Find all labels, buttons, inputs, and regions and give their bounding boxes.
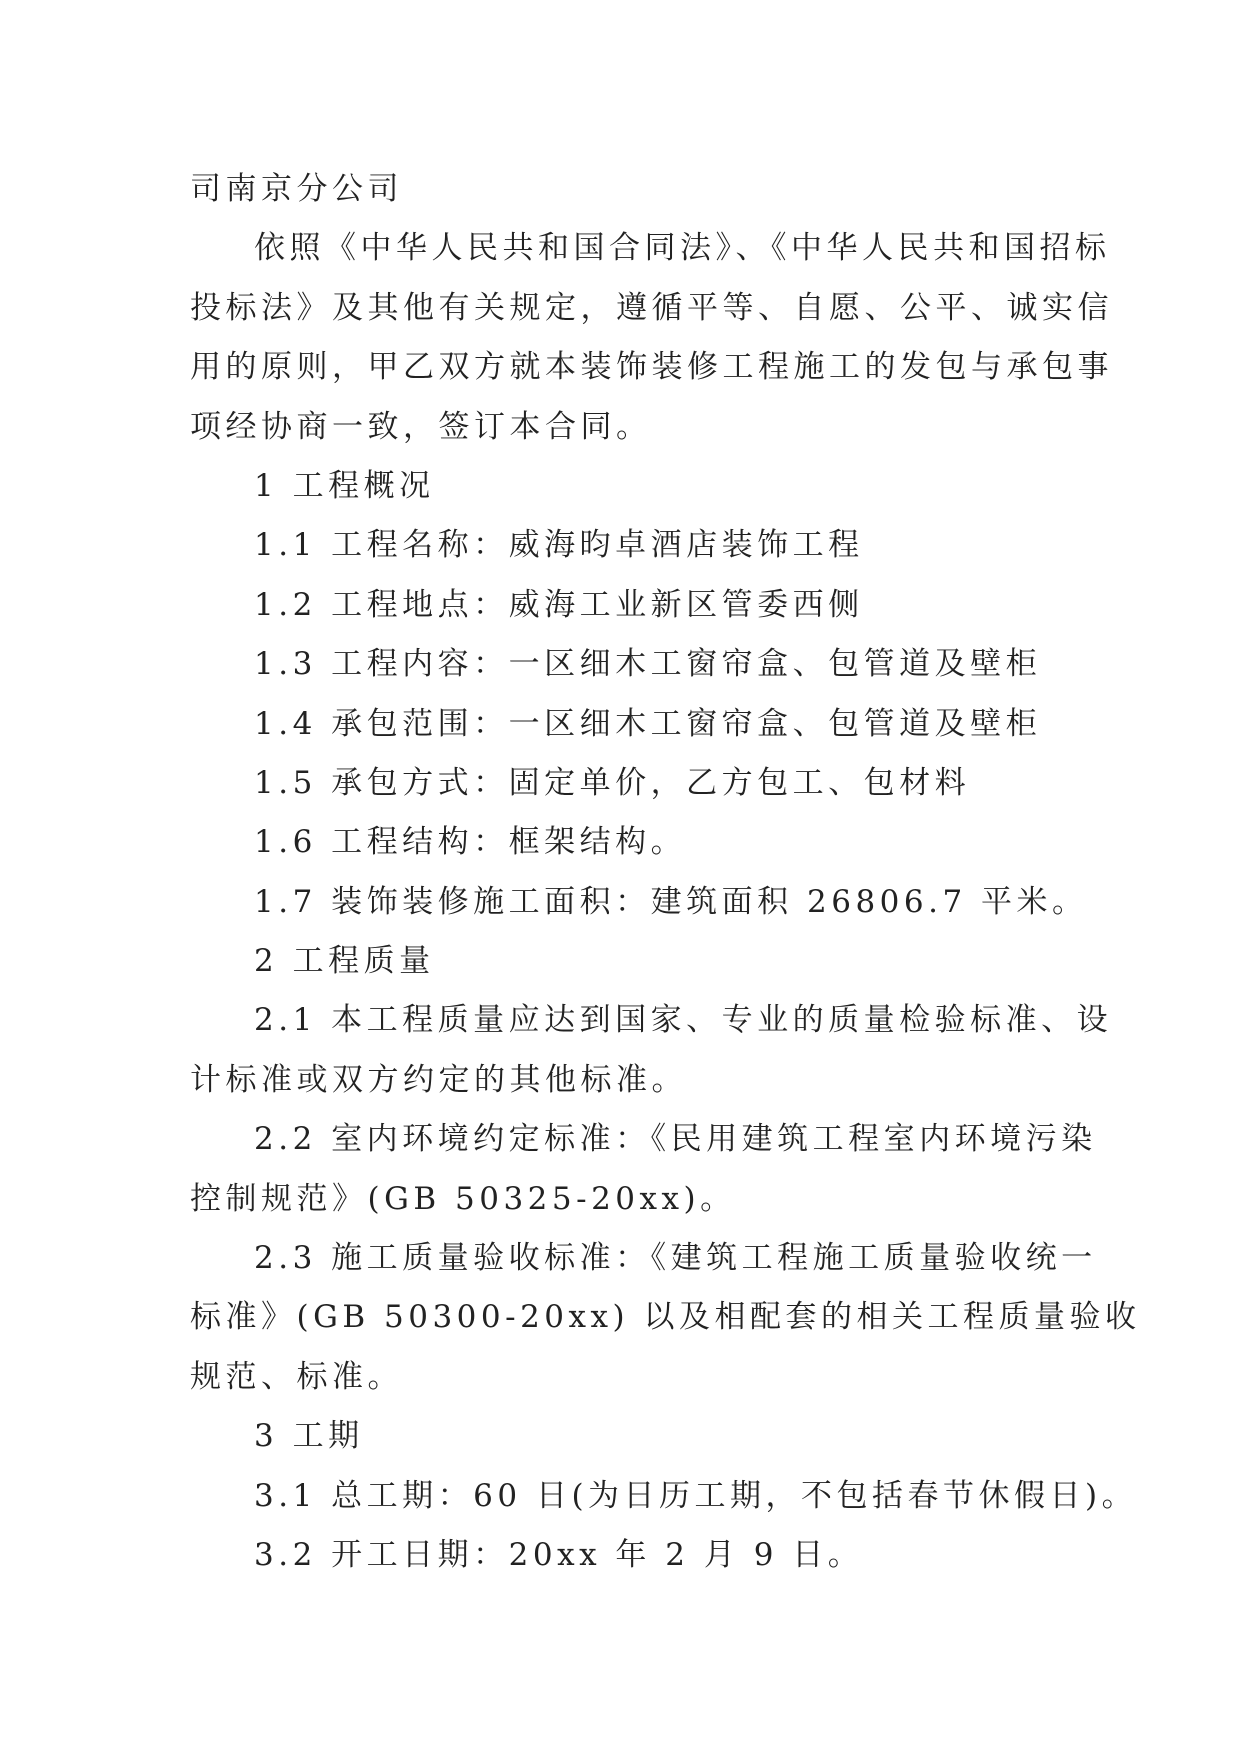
section-heading: 2 工程质量	[254, 943, 435, 980]
clause-line: 3.2 开工日期：20xx 年 2 月 9 日。	[254, 1536, 864, 1573]
clause-line: 1.4 承包范围：一区细木工窗帘盒、包管道及壁柜	[254, 705, 1042, 742]
clause-line: 1.3 工程内容：一区细木工窗帘盒、包管道及壁柜	[254, 646, 1042, 683]
clause-line: 1.1 工程名称：威海昀卓酒店装饰工程	[254, 527, 864, 564]
clause-line: 3.1 总工期：60 日(为日历工期，不包括春节休假日)。	[254, 1477, 1138, 1514]
section-heading: 1 工程概况	[254, 467, 435, 504]
paragraph-line: 司南京分公司	[190, 171, 403, 207]
contract-body	[190, 160, 1141, 1585]
clause-line: 1.5 承包方式：固定单价，乙方包工、包材料	[254, 764, 971, 801]
section-heading: 3 工期	[254, 1418, 364, 1455]
clause-line: 2.1 本工程质量应达到国家、专业的质量检验标准、设	[254, 1002, 1113, 1039]
clause-line: 1.6 工程结构：框架结构。	[254, 824, 687, 861]
clause-line: 2.2 室内环境约定标准：《民用建筑工程室内环境污染	[254, 1121, 1097, 1158]
clause-line: 规范、标准。	[190, 1358, 403, 1395]
paragraph-line: 用的原则，甲乙双方就本装饰装修工程施工的发包与承包事	[190, 349, 1113, 386]
paragraph-line: 依照《中华人民共和国合同法》、《中华人民共和国招标	[254, 230, 1111, 267]
clause-line: 标准》(GB 50300-20xx) 以及相配套的相关工程质量验收	[190, 1299, 1141, 1336]
paragraph-line: 项经协商一致，签订本合同。	[190, 408, 652, 445]
clause-line: 计标准或双方约定的其他标准。	[190, 1061, 687, 1098]
paragraph-line: 投标法》及其他有关规定，遵循平等、自愿、公平、诚实信	[190, 289, 1113, 326]
clause-line: 2.3 施工质量验收标准：《建筑工程施工质量验收统一	[254, 1240, 1097, 1277]
clause-line: 1.7 装饰装修施工面积：建筑面积 26806.7 平米。	[254, 883, 1088, 920]
clause-line: 控制规范》(GB 50325-20xx)。	[190, 1180, 736, 1217]
clause-line: 1.2 工程地点：威海工业新区管委西侧	[254, 586, 864, 623]
